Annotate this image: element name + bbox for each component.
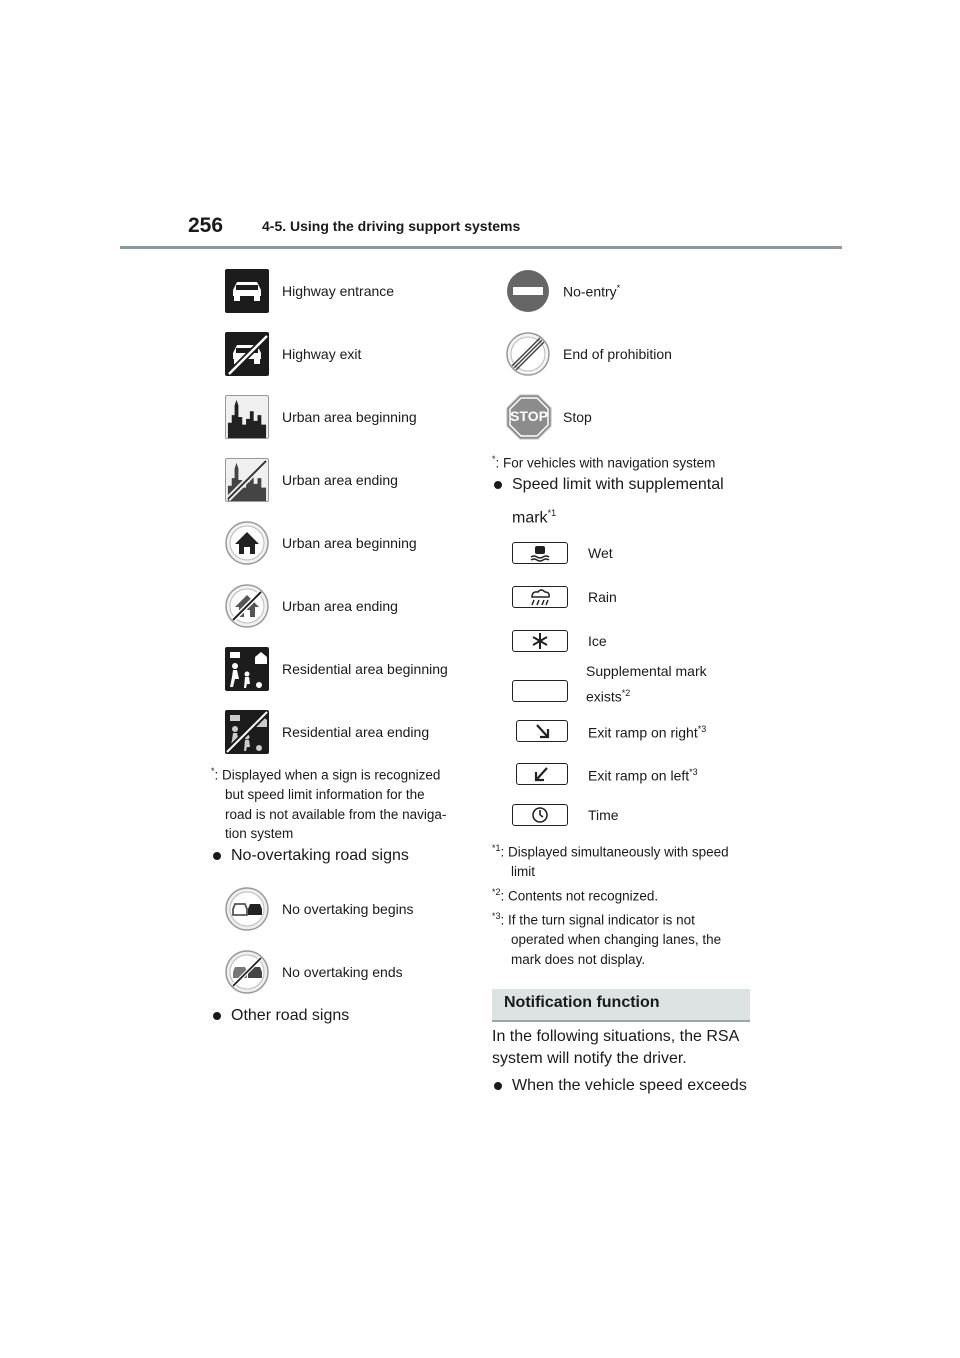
note-mark: *: [211, 766, 215, 776]
bullet-no-overtaking: [213, 843, 409, 869]
urban-skyline-end-icon: [225, 458, 269, 502]
sign-row-no-entry: [506, 269, 620, 313]
notification-heading: Notification function: [504, 994, 660, 1011]
wet-road-icon: [512, 542, 568, 564]
bullet-text: mark: [512, 509, 548, 527]
sign-label: Urban area ending: [282, 598, 398, 614]
bullet-text: When the vehicle speed exceeds: [512, 1077, 747, 1094]
section-title: 4-5. Using the driving support systems: [262, 218, 521, 234]
no-entry-icon: [506, 269, 550, 313]
arrow-down-left-icon: [516, 763, 568, 785]
note-line: but speed limit information for the: [225, 787, 425, 802]
bullet-other-signs: [213, 1003, 349, 1029]
sign-row-urban-ending: [225, 458, 398, 502]
sign-row-urban-ending-2: [225, 584, 398, 628]
sign-label: Urban area beginning: [282, 409, 417, 425]
clock-icon: [512, 804, 568, 826]
notification-paragraph: [492, 1026, 739, 1070]
supplemental-row-time: [512, 804, 619, 826]
bullet-text: Other road signs: [231, 1007, 350, 1024]
bullet-text: Speed limit with supplemental: [512, 476, 724, 493]
no-overtaking-end-icon: [225, 950, 269, 994]
supplemental-label-line: exists: [586, 688, 622, 705]
sign-row-highway-entrance: [225, 269, 394, 313]
highway-entrance-icon: [225, 269, 269, 313]
sign-row-residential-beginning: [225, 647, 448, 691]
notification-heading-box: [492, 989, 750, 1022]
residential-area-end-icon: [225, 710, 269, 754]
bullet-text: No-overtaking road signs: [231, 847, 409, 864]
supplemental-label: Wet: [588, 545, 613, 561]
sign-label: Stop: [563, 409, 592, 425]
supplemental-mark: *2: [621, 688, 631, 698]
urban-skyline-icon: [225, 395, 269, 439]
supplemental-label-text: Exit ramp on right: [588, 724, 698, 741]
stop-sign-icon: [506, 394, 552, 440]
footnote-1: $^{*1}$: Displayed simultaneously with speed limit: [492, 839, 762, 882]
supplemental-label: Rain: [588, 589, 617, 605]
footnote-line: Displayed simultaneously with speed: [508, 844, 729, 860]
bullet-dot: [213, 1012, 221, 1020]
sign-label: Urban area ending: [282, 472, 398, 488]
footnote-line: mark does not display.: [511, 951, 646, 967]
supplemental-row-ice: [512, 630, 607, 652]
footnote-line: limit: [511, 864, 535, 879]
supplemental-mark: *3: [689, 767, 698, 777]
sign-row-highway-exit: [225, 332, 361, 376]
sign-label: [563, 283, 620, 300]
page-number: 256: [188, 214, 224, 237]
sign-label: Urban area beginning: [282, 535, 417, 551]
no-overtaking-icon: [225, 887, 269, 931]
sign-label: Residential area ending: [282, 724, 430, 740]
bullet-dot: [494, 1082, 502, 1090]
sign-row-urban-beginning: [225, 395, 417, 439]
supplemental-label-line: Supplemental mark: [586, 663, 707, 679]
end-of-prohibition-icon: [506, 332, 550, 376]
sign-row-end-of-prohibition: [506, 332, 672, 376]
bullet-dot: [494, 481, 502, 489]
sign-row-no-overtaking-begins: [225, 887, 414, 931]
bullet-vehicle-speed: [494, 1073, 747, 1099]
footnote-mark: *2: [492, 887, 501, 897]
footnote-2: $^{*2}$: Contents not recognized.: [492, 887, 659, 904]
sign-row-urban-beginning-2: [225, 521, 417, 565]
right-footnote: *: For vehicles with navigation system: [492, 454, 716, 471]
supplemental-label-text: Exit ramp on left: [588, 767, 690, 784]
sign-label-text: No-entry: [563, 283, 617, 300]
rain-cloud-icon: [512, 586, 568, 608]
sign-label: No overtaking ends: [282, 964, 403, 980]
arrow-down-right-icon: [516, 720, 568, 742]
highway-exit-icon: [225, 332, 269, 376]
bullet-speed-limit: [494, 472, 724, 531]
supplemental-row-exists: [512, 660, 707, 708]
house-circle-icon: [225, 521, 269, 565]
residential-area-icon: [225, 647, 269, 691]
supplemental-row-wet: [512, 542, 613, 564]
bullet-dot: [213, 852, 221, 860]
paragraph-line: In the following situations, the RSA: [492, 1028, 740, 1045]
sign-label-mark: *: [616, 282, 621, 293]
bullet-mark: *1: [547, 508, 557, 518]
note-line: road is not available from the naviga-: [225, 806, 447, 822]
supplemental-row-exit-left: [516, 761, 698, 787]
supplemental-label: [588, 718, 706, 744]
footnote-line: operated when changing lanes, the: [511, 932, 722, 947]
paragraph-line: system will notify the driver.: [492, 1050, 687, 1067]
sign-label: Highway exit: [282, 346, 362, 362]
sign-row-residential-ending: [225, 710, 429, 754]
note-text: For vehicles with navigation system: [503, 455, 716, 471]
supplemental-label: Time: [588, 807, 619, 823]
stop-sign-text: STOP: [510, 408, 548, 424]
supplemental-mark: *3: [697, 724, 707, 734]
footnote-mark: *1: [492, 843, 501, 853]
supplemental-label: [588, 761, 698, 787]
note-mark: *: [492, 454, 496, 464]
left-footnote: *: Displayed when a sign is recognized but speed limit information for the road is not available from the naviga- tion system: [211, 762, 471, 844]
supplemental-row-rain: [512, 586, 617, 608]
sign-label: Residential area beginning: [282, 661, 448, 677]
footnote-line: If the turn signal indicator is not: [508, 912, 695, 928]
sign-row-stop: [506, 394, 592, 440]
footnote-line: Contents not recognized.: [508, 888, 659, 904]
sign-label: End of prohibition: [563, 346, 672, 362]
sign-label: Highway entrance: [282, 283, 395, 299]
page-header: [120, 212, 842, 249]
supplemental-label: [586, 660, 707, 708]
footnote-3: $^{*3}$: If the turn signal indicator is not operated when changing lanes, the mark does not display.: [492, 907, 762, 969]
supplemental-row-exit-right: [516, 718, 706, 744]
note-line: tion system: [225, 826, 294, 841]
snowflake-icon: [512, 630, 568, 652]
house-circle-end-icon: [225, 584, 269, 628]
sign-row-no-overtaking-ends: [225, 950, 403, 994]
sign-label: No overtaking begins: [282, 901, 414, 917]
blank-panel-icon: [512, 680, 568, 702]
footnote-mark: *3: [492, 911, 501, 921]
note-line: Displayed when a sign is recognized: [222, 767, 441, 783]
supplemental-label: Ice: [588, 633, 607, 649]
